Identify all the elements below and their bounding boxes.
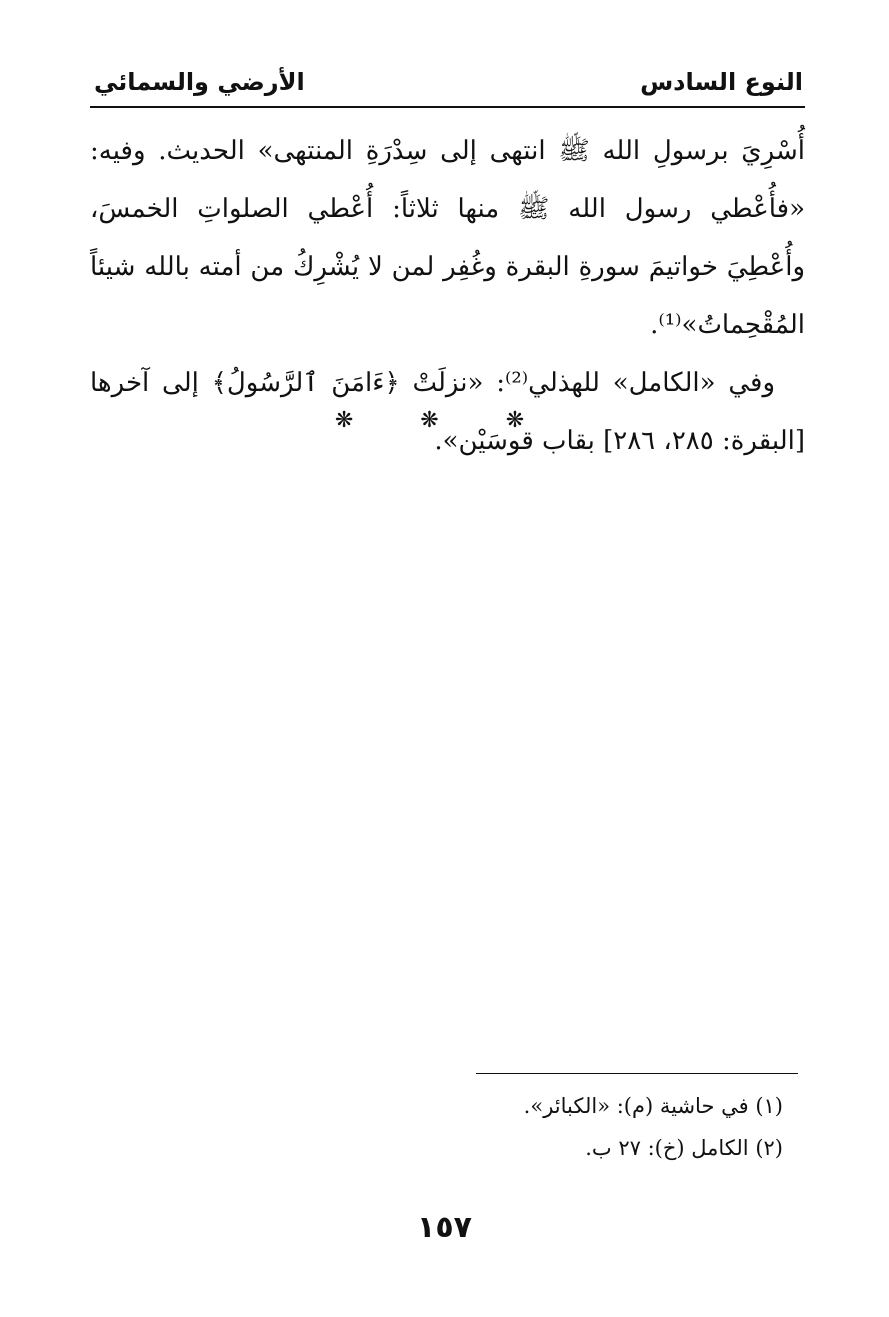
footnote-2: (٢) الكامل (خ): ٢٧ ب. — [585, 1136, 783, 1160]
paragraph-hadith: أُسْرِيَ برسولِ الله ﷺ انتهى إلى سِدْرَةِ المنتهى» الحديث. وفيه: «فأُعْطي رسول الله ﷺ منها ثلاثاً: أُعْطي الصلواتِ الخمسَ، وأُعْطِيَ خواتيمَ سورةِ البقرة وغُفِر لمن لا يُشْرِكُ من أمته بالله شيئاً المُقْحِماتُ»⁽¹⁾. — [90, 136, 805, 340]
footnote-rule — [476, 1073, 798, 1074]
footnote-1: (١) في حاشية (م): «الكبائر». — [523, 1094, 783, 1118]
running-header — [90, 62, 805, 108]
paragraph-kamil: وفي «الكامل» للهذلي⁽²⁾: «نزلَتْ ﴿ءَامَنَ ٱلرَّسُولُ﴾ إلى آخرها [البقرة: ٢٨٥، ٢٨٦] بقاب قوسَيْن». — [90, 368, 805, 456]
footnotes — [400, 1085, 783, 1169]
page-number: ١٥٧ — [417, 1210, 472, 1245]
section-title: الأرضي والسمائي — [94, 68, 305, 96]
chapter-title: النوع السادس — [640, 68, 803, 96]
section-separator: ❋ ❋ ❋ — [334, 408, 555, 433]
